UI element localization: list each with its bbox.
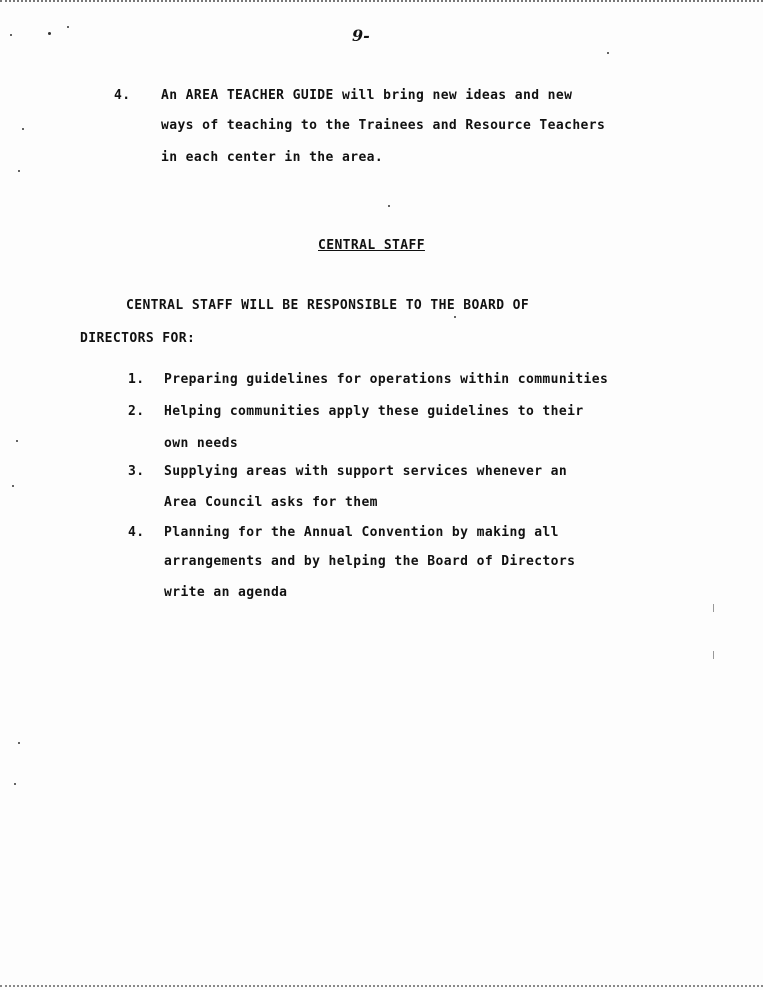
top-edge-divider	[0, 0, 763, 2]
list-item-1-number: 1.	[128, 372, 145, 387]
intro-line-2: DIRECTORS FOR:	[80, 331, 196, 346]
scan-speck	[12, 485, 14, 487]
list-item-3-line-1: Supplying areas with support services whenever an	[164, 464, 568, 479]
scan-speck	[454, 316, 456, 318]
area-item-line-1: An AREA TEACHER GUIDE will bring new ideas and new	[161, 88, 573, 103]
scan-speck	[10, 34, 12, 36]
list-item-4-line-3: write an agenda	[164, 585, 288, 600]
list-item-4-number: 4.	[128, 525, 145, 540]
list-item-3-line-2: Area Council asks for them	[164, 495, 378, 510]
scan-mark	[713, 651, 714, 659]
area-item-line-3: in each center in the area.	[161, 150, 384, 165]
intro-line-1: CENTRAL STAFF WILL BE RESPONSIBLE TO THE BOARD OF	[126, 298, 530, 313]
scan-speck	[18, 170, 20, 172]
list-item-4-line-1: Planning for the Annual Convention by making all	[164, 525, 559, 540]
list-item-4-line-2: arrangements and by helping the Board of Directors	[164, 554, 576, 569]
list-item-2-number: 2.	[128, 404, 145, 419]
area-item-marker: 4.	[114, 88, 131, 103]
area-item-line-2: ways of teaching to the Trainees and Resource Teachers	[161, 118, 606, 133]
scan-speck	[18, 742, 20, 744]
scan-mark	[713, 604, 714, 612]
section-heading: CENTRAL STAFF	[318, 238, 425, 253]
scan-speck	[22, 128, 24, 130]
scan-speck	[67, 26, 69, 28]
list-item-2-line-2: own needs	[164, 436, 239, 451]
bottom-edge-divider	[0, 985, 763, 987]
scan-speck	[16, 440, 18, 442]
scan-speck	[388, 205, 390, 207]
page-number: 9-	[352, 26, 370, 45]
scan-speck	[607, 52, 609, 54]
scan-speck	[48, 32, 51, 35]
scan-speck	[14, 783, 16, 785]
list-item-2-line-1: Helping communities apply these guidelines to their	[164, 404, 584, 419]
list-item-1-line-1: Preparing guidelines for operations within communities	[164, 372, 609, 387]
list-item-3-number: 3.	[128, 464, 145, 479]
